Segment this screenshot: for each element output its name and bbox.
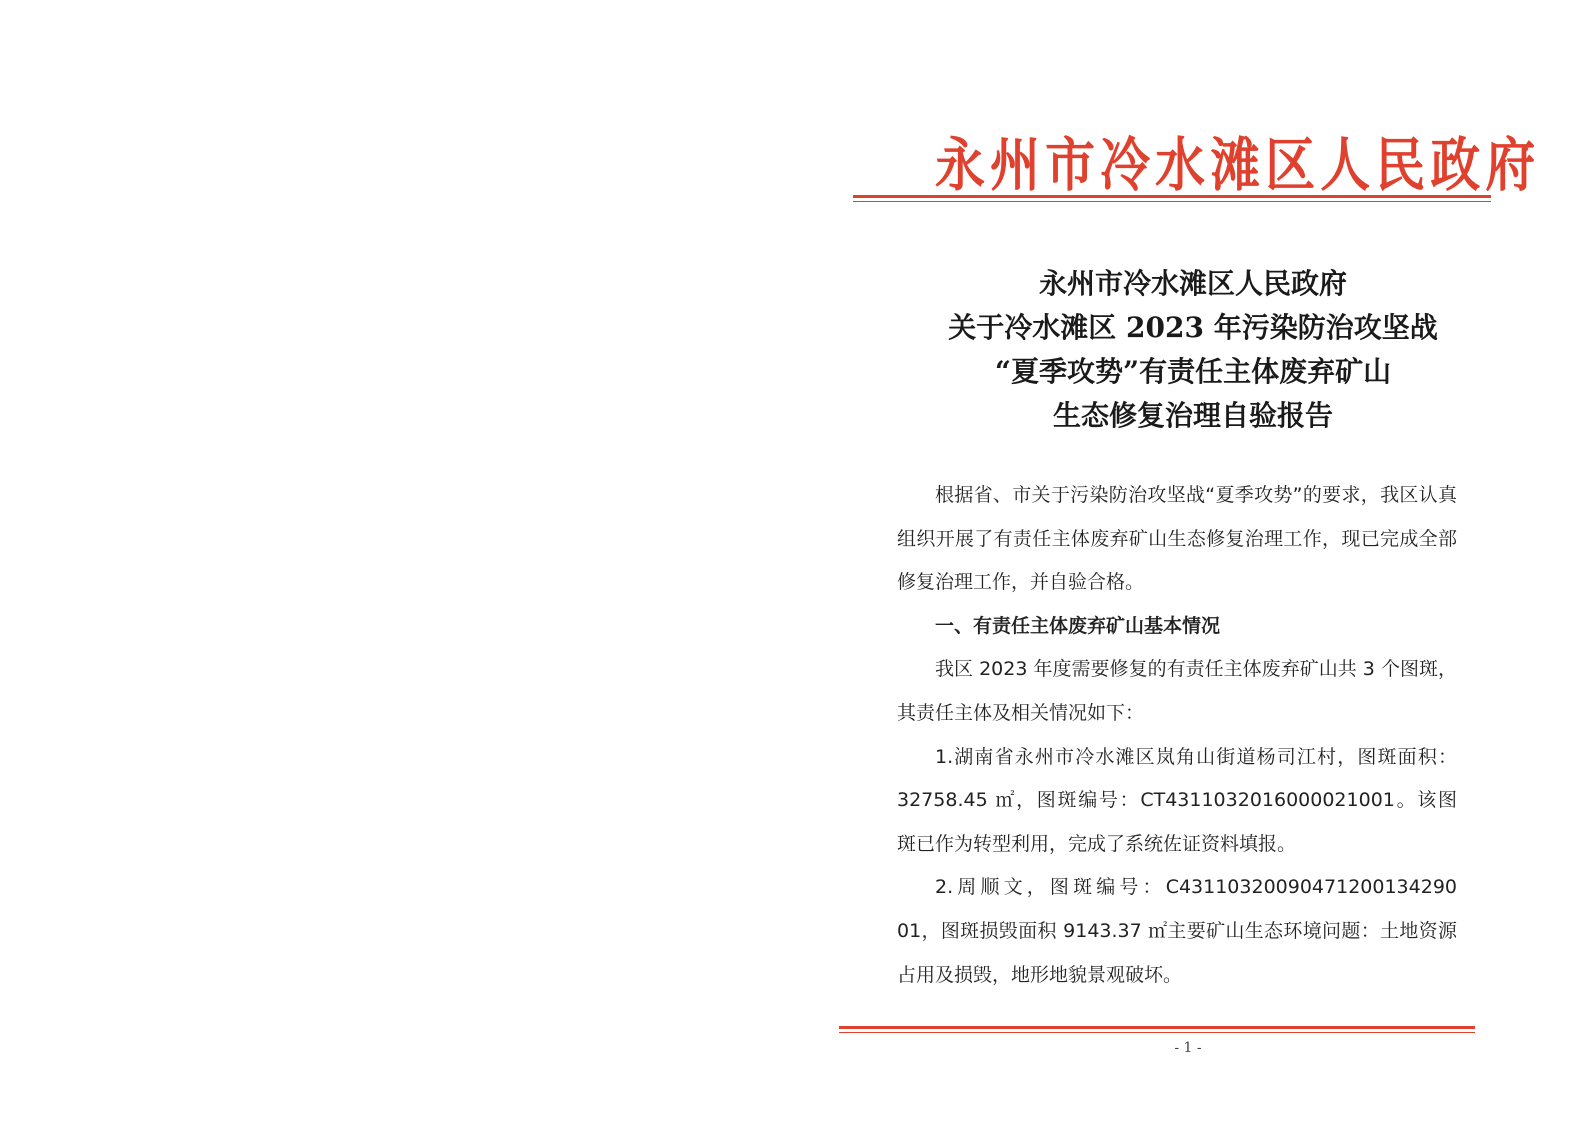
section-heading: 一、有责任主体废弃矿山基本情况 [935,614,1221,637]
document-body [897,474,1457,997]
document-page [793,0,1586,1121]
section-paragraph: 我区 2023 年度需要修复的有责任主体废弃矿山共 3 个图斑，其责任主体及相关情况如下： [897,658,1457,724]
title-line-2: 关于冷水滩区 2023 年污染防治攻坚战 [948,311,1438,344]
title-line-1: 永州市冷水滩区人民政府 [1038,267,1347,300]
footer-rule-thin [839,1032,1475,1033]
government-header: 永州市冷水滩区人民政府 [935,131,1541,199]
list-item-2: 2.周顺文，图斑编号：C43110320090471200134290​01，图斑损毁面积 9143.37 ㎡主要矿山生态环境问题：土地资源占用及损毁，地形地貌景观破坏。 [897,876,1457,986]
intro-paragraph: 根据省、市关于污染防治攻坚战“夏季攻势”的要求，我区认真组织开展了有责任主体废弃矿山生态修复治理工作，现已完成全部修复治理工作，并自验合格。 [897,484,1457,594]
header-rule-thick [853,195,1491,198]
list-item-1: 1.湖南省永州市冷水滩区岚角山街道杨司江村，图斑面积：32758.45 ㎡，图斑编号：CT4311032016000021001。该图斑已作为转型利用，完成了系统佐证资料填报。 [897,745,1457,855]
page-number: - 1 - [1174,1040,1202,1056]
title-line-3: “夏季攻势”有责任主体废弃矿山 [994,355,1392,388]
document-title [863,262,1523,438]
title-line-4: 生态修复治理自验报告 [1052,399,1333,432]
footer-rule-thick [839,1026,1475,1029]
header-rule-thin [853,201,1491,202]
